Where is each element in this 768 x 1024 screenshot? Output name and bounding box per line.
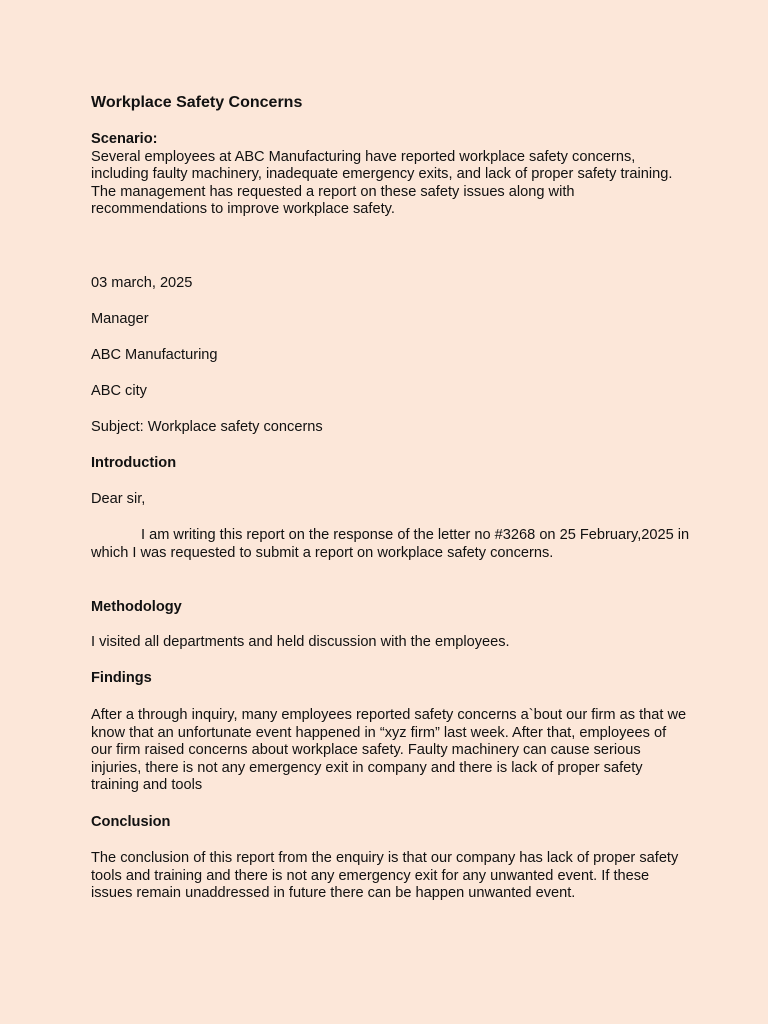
methodology-text: I visited all departments and held discussion with the employees. — [91, 634, 510, 650]
letter-date: 03 march, 2025 — [91, 275, 193, 291]
findings-text: After a through inquiry, many employees reported safety concerns a`bout our firm as that we know that an unfortunate event happened in “xyz firm” last week. After that, employees of our firm raised concerns about workplace safety. Faulty machinery can cause serious injuries, there is not any emergency exit in company and there is lack of proper safety training and tools — [91, 707, 687, 794]
scenario-text: Several employees at ABC Manufacturing have reported workplace safety concerns, including faulty machinery, inadequate emergency exits, and lack of proper safety training. The management has requested a report on these safety issues along with recommendations to improve workplace safety. — [91, 148, 673, 218]
scenario-label: Scenario: — [91, 131, 158, 147]
recipient-company: ABC Manufacturing — [91, 347, 218, 363]
conclusion-heading: Conclusion — [91, 814, 171, 830]
methodology-heading: Methodology — [91, 599, 182, 615]
salutation: Dear sir, — [91, 491, 146, 507]
conclusion-text: The conclusion of this report from the enquiry is that our company has lack of proper safety tools and training and there is not any emergency exit for any unwanted event. If these issues remain unaddressed in future there can be happen unwanted event. — [91, 850, 679, 902]
recipient-city: ABC city — [91, 383, 147, 399]
document-title: Workplace Safety Concerns — [91, 94, 303, 111]
findings-heading: Findings — [91, 670, 152, 686]
introduction-heading: Introduction — [91, 455, 177, 471]
recipient-title: Manager — [91, 311, 149, 327]
scenario-section — [91, 131, 691, 219]
letter-subject: Subject: Workplace safety concerns — [91, 419, 323, 435]
introduction-text: I am writing this report on the response of the letter no #3268 on 25 February,2025 in which I was requested to submit a report on workplace safety concerns. — [91, 527, 690, 561]
